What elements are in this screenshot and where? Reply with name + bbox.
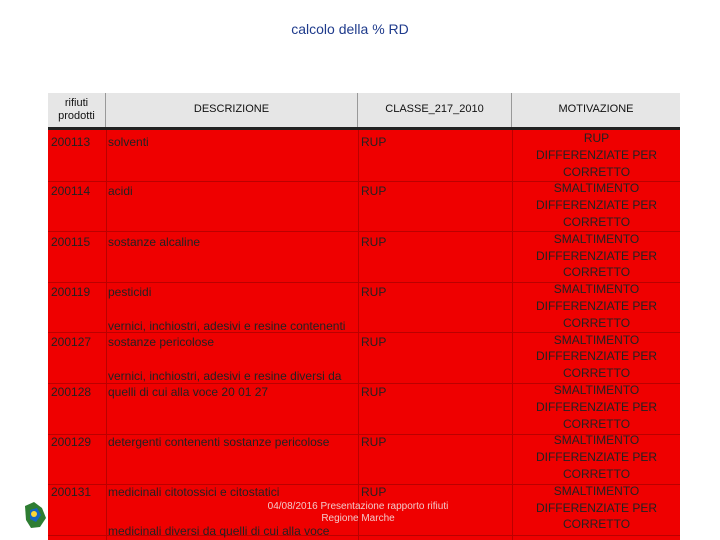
motivazione-line: SMALTIMENTO: [553, 282, 640, 297]
header-descrizione: DESCRIZIONE: [106, 93, 358, 127]
motivazione-line: CORRETTO: [562, 466, 631, 481]
row-classe: RUP: [361, 385, 387, 399]
row-description: vernici, inchiostri, adesivi e resine diversi da quelli di cui alla voce 20 01 27: [108, 369, 342, 399]
row-description: solventi: [108, 135, 149, 149]
motivazione-line: DIFFERENZIATE PER: [535, 500, 658, 515]
motivazione-line: SMALTIMENTO: [553, 382, 640, 397]
header-motivazione: MOTIVAZIONE: [512, 93, 680, 127]
row-code: 200114: [51, 184, 91, 198]
motivazione-column: [513, 130, 680, 540]
row-code: 200131: [51, 485, 92, 499]
row-description: medicinali citotossici e citostatici: [108, 485, 280, 499]
footer: [228, 501, 488, 525]
row-description: detergenti contenenti sostanze pericolose: [108, 435, 330, 449]
rd-table: [48, 93, 680, 540]
row-code: 200128: [51, 385, 92, 399]
motivazione-line: CORRETTO: [562, 366, 631, 381]
motivazione-line: CORRETTO: [562, 265, 631, 280]
row-code: 200129: [51, 435, 92, 449]
motivazione-line: DIFFERENZIATE PER: [535, 349, 658, 364]
motivazione-line: CORRETTO: [562, 164, 631, 179]
row-description: pesticidi: [108, 285, 152, 299]
motivazione-line: DIFFERENZIATE PER: [535, 298, 658, 313]
motivazione-line: SMALTIMENTO: [553, 332, 640, 347]
regione-marche-logo-icon: [22, 500, 48, 530]
row-description: medicinali diversi da quelli di cui alla voce: [108, 524, 330, 538]
motivazione-line: SMALTIMENTO: [553, 231, 640, 246]
row-classe: RUP: [361, 485, 387, 499]
row-description: acidi: [108, 184, 133, 198]
page-title: calcolo della % RD: [291, 21, 409, 37]
row-classe: RUP: [361, 435, 387, 449]
motivazione-line: CORRETTO: [562, 416, 631, 431]
footer-date-text: 04/08/2016 Presentazione rapporto rifiuti: [267, 501, 449, 512]
row-classe: RUP: [361, 235, 387, 249]
motivazione-line: DIFFERENZIATE PER: [535, 248, 658, 263]
motivazione-line: DIFFERENZIATE PER: [535, 147, 658, 162]
row-classe: RUP: [361, 135, 387, 149]
row-code: 200127: [51, 335, 92, 349]
row-classe: RUP: [361, 285, 387, 299]
motivazione-line: DIFFERENZIATE PER: [535, 198, 658, 213]
row-code: 200119: [51, 285, 91, 299]
row-classe: RUP: [361, 335, 387, 349]
row-description: sostanze alcaline: [108, 235, 201, 249]
motivazione-line: SMALTIMENTO: [553, 483, 640, 498]
row-code: 200113: [51, 135, 91, 149]
footer-region-text: Regione Marche: [321, 513, 395, 524]
motivazione-line: CORRETTO: [562, 214, 631, 229]
row-classe: RUP: [361, 184, 387, 198]
header-rifiuti-prodotti: rifiuti prodotti: [48, 93, 106, 127]
motivazione-line: SMALTIMENTO: [553, 433, 640, 448]
motivazione-line: CORRETTO: [562, 517, 631, 532]
motivazione-line: RUP: [583, 131, 610, 145]
row-code: 200115: [51, 235, 91, 249]
motivazione-line: DIFFERENZIATE PER: [535, 399, 658, 414]
row-description: vernici, inchiostri, adesivi e resine contenenti sostanze pericolose: [108, 319, 346, 349]
motivazione-line: DIFFERENZIATE PER: [535, 450, 658, 465]
motivazione-line: CORRETTO: [562, 315, 631, 330]
motivazione-line: SMALTIMENTO: [553, 181, 640, 196]
header-classe: CLASSE_217_2010: [358, 93, 512, 127]
